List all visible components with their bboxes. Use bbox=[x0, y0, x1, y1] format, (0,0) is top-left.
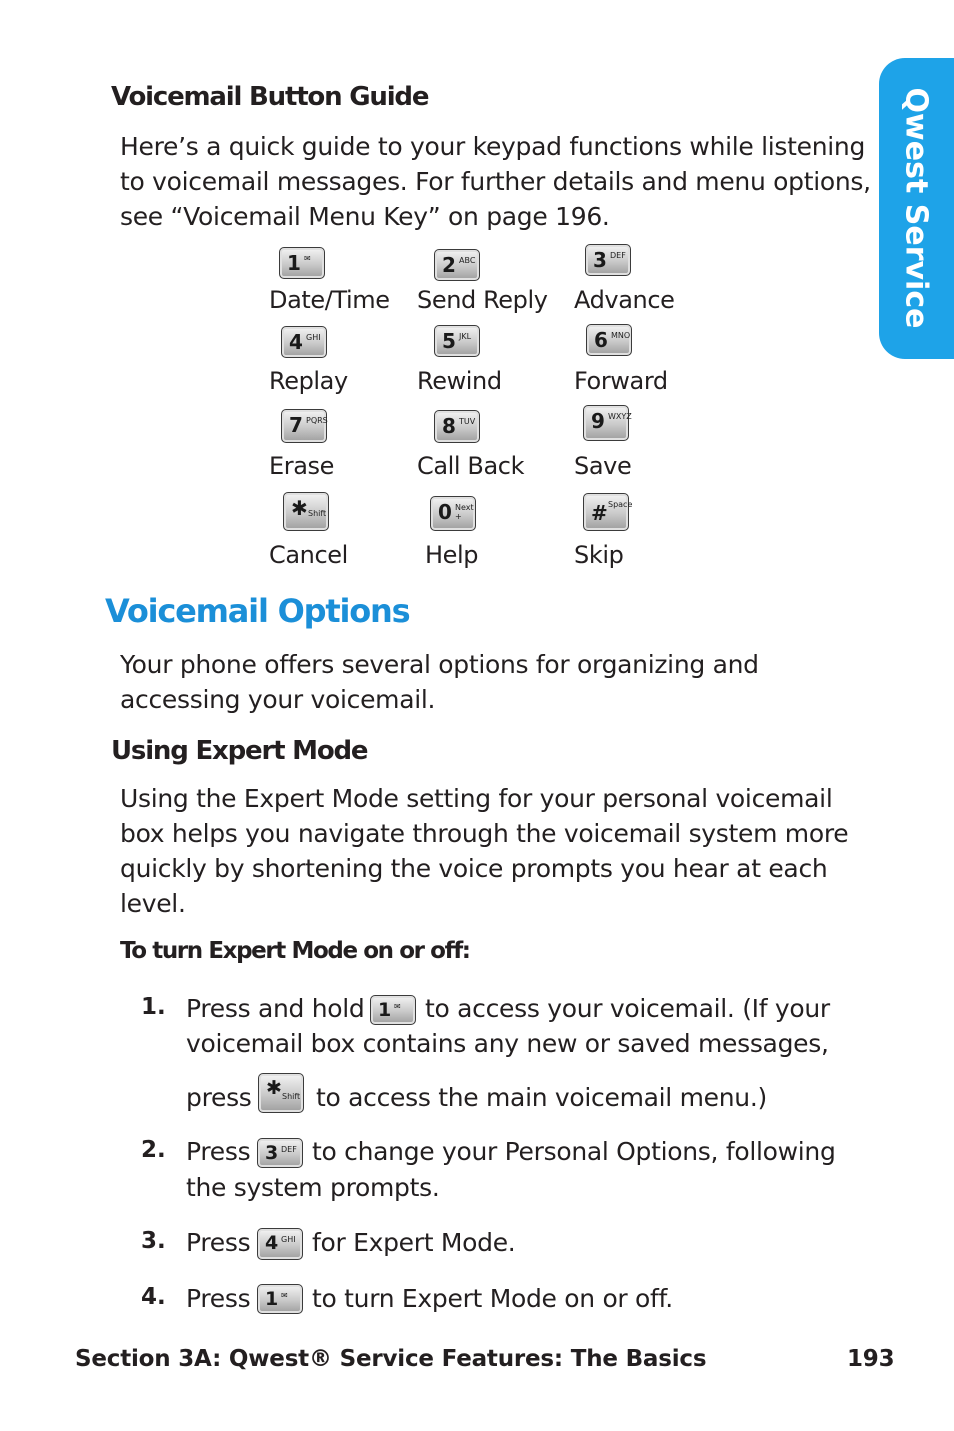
step-number: 2. bbox=[141, 1137, 166, 1163]
step-4-line-1b: to turn Expert Mode on or off. bbox=[312, 1284, 673, 1313]
procedure-heading: To turn Expert Mode on or off: bbox=[120, 938, 470, 964]
key-star-icon: ✱ Shift bbox=[283, 492, 329, 531]
voicemail-options-heading: Voicemail Options bbox=[105, 592, 410, 630]
key-2-icon: 2 ABC bbox=[434, 249, 480, 281]
voicemail-options-intro bbox=[120, 647, 759, 717]
key-9-icon: 9 WXYZ bbox=[583, 405, 629, 441]
voicemail-button-guide-heading: Voicemail Button Guide bbox=[111, 82, 429, 112]
key-5-icon: 5 JKL bbox=[434, 325, 480, 357]
key-label-date-time: Date/Time bbox=[269, 286, 390, 314]
key-1-icon: 1 ✉ bbox=[370, 995, 416, 1025]
key-4-icon: 4 GHI bbox=[257, 1228, 303, 1260]
key-label-erase: Erase bbox=[269, 452, 335, 480]
key-star-icon: ✱ Shift bbox=[258, 1073, 304, 1113]
body-line: box helps you navigate through the voicemail system more bbox=[120, 819, 849, 848]
key-4-icon: 4 GHI bbox=[281, 326, 327, 358]
intro-line: see “Voicemail Menu Key” on page 196. bbox=[120, 202, 610, 231]
key-3-icon: 3 DEF bbox=[585, 244, 631, 276]
section-side-tab bbox=[879, 58, 954, 359]
key-label-save: Save bbox=[574, 452, 632, 480]
key-8-icon: 8 TUV bbox=[434, 410, 480, 443]
step-number: 4. bbox=[141, 1284, 166, 1310]
step-3-line-1b: for Expert Mode. bbox=[312, 1228, 516, 1257]
step-1-line-3a: press bbox=[186, 1083, 252, 1112]
intro-line: Your phone offers several options for organizing and bbox=[120, 650, 759, 679]
key-6-icon: 6 MNO bbox=[586, 324, 632, 356]
key-7-icon: 7 PQRS bbox=[281, 409, 327, 443]
key-label-skip: Skip bbox=[574, 541, 624, 569]
key-label-rewind: Rewind bbox=[417, 367, 502, 395]
step-2-line-1a: Press bbox=[186, 1137, 251, 1166]
button-guide-intro bbox=[120, 129, 871, 234]
step-2-line-1b: to change your Personal Options, following bbox=[312, 1137, 836, 1166]
page-number: 193 bbox=[847, 1346, 895, 1372]
key-pound-icon: # Space bbox=[583, 493, 629, 531]
expert-mode-body bbox=[120, 781, 848, 921]
key-3-icon: 3 DEF bbox=[257, 1138, 303, 1168]
step-3-line-1a: Press bbox=[186, 1228, 251, 1257]
step-4-line-1a: Press bbox=[186, 1284, 251, 1313]
intro-line: to voicemail messages. For further details and menu options, bbox=[120, 167, 871, 196]
step-1-line-1b: to access your voicemail. (If your bbox=[425, 994, 830, 1023]
footer-section-title: Section 3A: Qwest® Service Features: The Basics bbox=[75, 1346, 707, 1372]
step-1-line-1a: Press and hold bbox=[186, 994, 365, 1023]
intro-line: accessing your voicemail. bbox=[120, 685, 436, 714]
step-number: 1. bbox=[141, 994, 166, 1020]
step-1-line-3b: to access the main voicemail menu.) bbox=[316, 1083, 767, 1112]
key-label-advance: Advance bbox=[574, 286, 675, 314]
step-number: 3. bbox=[141, 1228, 166, 1254]
key-label-cancel: Cancel bbox=[269, 541, 348, 569]
step-2-line-2: the system prompts. bbox=[186, 1173, 440, 1202]
step-1-line-2: voicemail box contains any new or saved messages, bbox=[186, 1029, 829, 1058]
body-line: level. bbox=[120, 889, 186, 918]
key-label-forward: Forward bbox=[574, 367, 668, 395]
body-line: quickly by shortening the voice prompts you hear at each bbox=[120, 854, 828, 883]
intro-line: Here’s a quick guide to your keypad functions while listening bbox=[120, 132, 866, 161]
key-0-icon: 0 Next + bbox=[430, 496, 476, 531]
key-1-icon: 1 ✉ bbox=[279, 247, 325, 279]
body-line: Using the Expert Mode setting for your personal voicemail bbox=[120, 784, 833, 813]
key-1-icon: 1 ✉ bbox=[257, 1284, 303, 1314]
side-tab-label: Qwest Service bbox=[898, 87, 934, 329]
key-label-help: Help bbox=[425, 541, 479, 569]
key-label-replay: Replay bbox=[269, 367, 348, 395]
key-label-send-reply: Send Reply bbox=[417, 286, 548, 314]
key-label-call-back: Call Back bbox=[417, 452, 525, 480]
using-expert-mode-heading: Using Expert Mode bbox=[111, 736, 368, 766]
